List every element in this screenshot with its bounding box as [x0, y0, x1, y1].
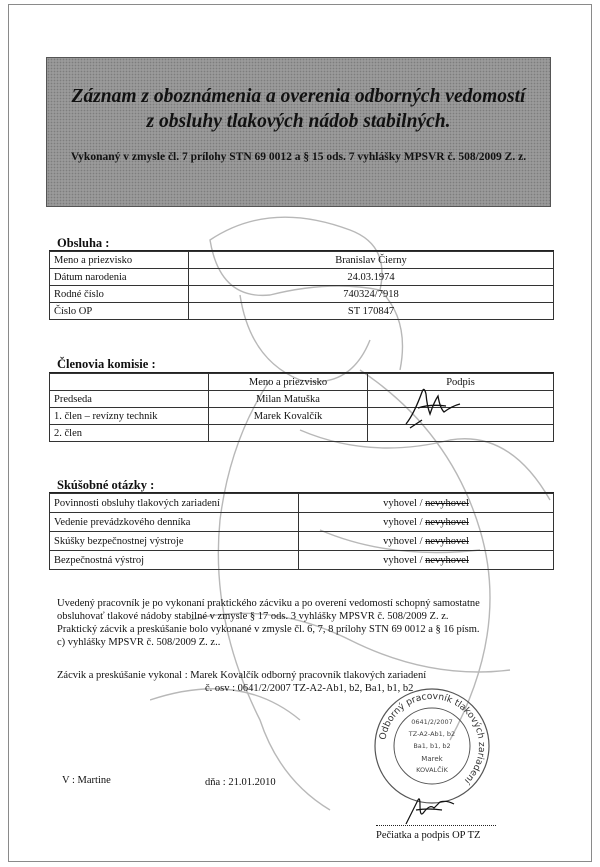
result-pass: vyhovel: [383, 554, 417, 566]
result-fail: nevyhovel: [425, 497, 469, 509]
statement-paragraph: [57, 597, 557, 649]
obsluha-label: Meno a priezvisko: [50, 252, 189, 269]
stamp-line: 0641/2/2007: [411, 718, 453, 726]
obsluha-label: Číslo OP: [50, 303, 189, 320]
result-fail: nevyhovel: [425, 554, 469, 566]
statement-line: Uvedený pracovník je po vykonaní praktického zácviku a po overení vedomostí schopný samostatne: [57, 598, 480, 609]
result-separator: /: [416, 497, 426, 509]
table-row: [50, 286, 554, 303]
stamp-line: Marek: [421, 755, 443, 763]
table-row: [50, 425, 554, 442]
result-pass: vyhovel: [383, 516, 417, 528]
stamp-label: Pečiatka a podpis OP TZ: [376, 830, 481, 841]
table-row: [50, 513, 554, 532]
komisia-role: 2. člen: [50, 425, 209, 442]
obsluha-value: 740324/7918: [189, 286, 554, 303]
table-row: [50, 252, 554, 269]
round-stamp-icon: [372, 686, 492, 806]
table-row: [50, 532, 554, 551]
table-row: [50, 303, 554, 320]
signature-line: [376, 825, 496, 826]
handwritten-signature-icon: [400, 384, 470, 430]
obsluha-heading: Obsluha :: [57, 236, 110, 250]
result-separator: /: [416, 554, 426, 566]
stamp-line: TZ-A2-Ab1, b2: [408, 730, 456, 738]
statement-line: Praktický zácvik a preskúšanie bolo vykonané v zmysle čl. 6, 7, 8 prílohy STN 69 0012 a § 16 písm.: [57, 624, 480, 635]
result-separator: /: [416, 535, 426, 547]
otazky-heading: Skúšobné otázky :: [57, 478, 155, 492]
osvedcenie-line: č. osv : 0641/2/2007 TZ-A2-Ab1, b2, Ba1, b1, b2: [205, 683, 414, 694]
otazky-table: [49, 493, 554, 570]
date-text: dňa : 21.01.2010: [205, 777, 276, 788]
table-row: [50, 551, 554, 570]
komisia-name: [209, 425, 368, 442]
otazka-result: [299, 532, 554, 551]
table-row: [50, 391, 554, 408]
otazka-label: Povinnosti obsluhy tlakových zariadení: [50, 494, 299, 513]
stamp-ring-path: Odborný pracovník tlakových zariadení: [377, 690, 488, 786]
komisia-header-empty: [50, 374, 209, 391]
result-fail: nevyhovel: [425, 516, 469, 528]
obsluha-value: 24.03.1974: [189, 269, 554, 286]
obsluha-label: Dátum narodenia: [50, 269, 189, 286]
vykonal-line: Zácvik a preskúšanie vykonal : Marek Kovalčík odborný pracovník tlakových zariadení: [57, 670, 427, 681]
obsluha-value: ST 170847: [189, 303, 554, 320]
otazka-label: Vedenie prevádzkového denníka: [50, 513, 299, 532]
place-text: V : Martine: [62, 775, 111, 786]
result-pass: vyhovel: [383, 497, 417, 509]
document-title: Záznam z oboznámenia a overenia odborných vedomostí z obsluhy tlakových nádob stabilných.: [71, 86, 526, 132]
komisia-col-name: Meno a priezvisko: [209, 374, 368, 391]
result-pass: vyhovel: [383, 535, 417, 547]
document-subtitle: Vykonaný v zmysle čl. 7 prílohy STN 69 0012 a § 15 ods. 7 vyhlášky MPSVR č. 508/2009 Z. z.: [70, 151, 527, 163]
obsluha-table: [49, 251, 554, 320]
komisia-role: Predseda: [50, 391, 209, 408]
result-fail: nevyhovel: [425, 535, 469, 547]
komisia-col-sign: Podpis: [368, 374, 554, 391]
otazka-result: [299, 494, 554, 513]
result-separator: /: [416, 516, 426, 528]
stamp-line: KOVALČÍK: [416, 766, 448, 774]
table-row: [50, 408, 554, 425]
statement-line: c) vyhlášky MPSVR č. 508/2009 Z. z..: [57, 637, 221, 648]
obsluha-value: Branislav Čierny: [189, 252, 554, 269]
stamp-line: Ba1, b1, b2: [413, 742, 451, 750]
komisia-role: 1. člen – revízny technik: [50, 408, 209, 425]
obsluha-label: Rodné číslo: [50, 286, 189, 303]
komisia-name: Milan Matuška: [209, 391, 368, 408]
statement-line: obsluhovať tlakové nádoby stabilné v zmysle § 17 ods. 3 vyhlášky MPSVR č. 508/2009 Z. z.: [57, 611, 449, 622]
komisia-heading: Členovia komisie :: [57, 357, 156, 371]
otazka-result: [299, 551, 554, 570]
komisia-name: Marek Kovalčík: [209, 408, 368, 425]
title-box: [46, 57, 551, 207]
otazka-label: Bezpečnostná výstroj: [50, 551, 299, 570]
komisia-table: [49, 373, 554, 442]
otazka-label: Skúšky bezpečnostnej výstroje: [50, 532, 299, 551]
otazka-result: [299, 513, 554, 532]
table-row: [50, 269, 554, 286]
handwritten-signature-icon: [402, 792, 462, 828]
table-row: [50, 494, 554, 513]
table-row: [50, 374, 554, 391]
